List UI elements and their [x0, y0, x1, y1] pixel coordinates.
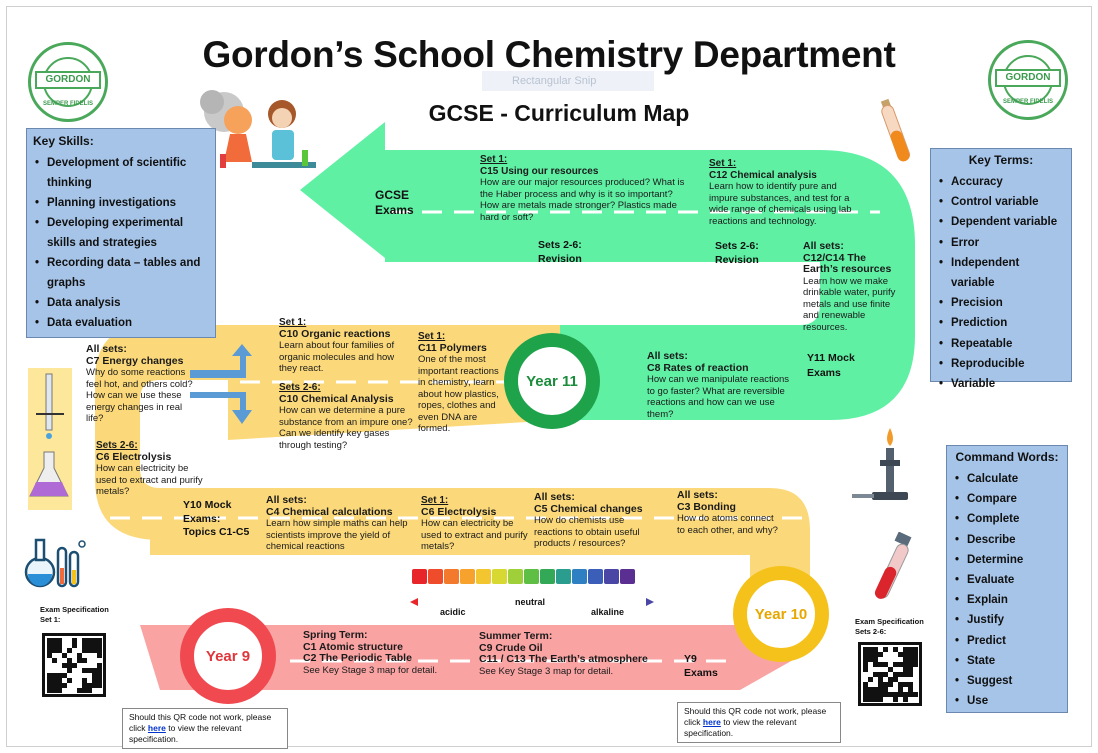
command-word-item: • Compare — [953, 489, 1061, 509]
topic-c4-calculations: All sets: C4 Chemical calculations Learn how simple maths can help scientists improve the yield of chemical reactions — [266, 494, 408, 552]
key-term-item: • Reproducible — [937, 354, 1065, 374]
topic-c12-c14: All sets: C12/C14 The Earth’s resources Learn how we make drinkable water, purify metals and use finite and renewable resources. — [803, 240, 896, 333]
ph-alkaline-label: alkaline — [591, 607, 625, 617]
key-terms-panel — [930, 148, 1072, 391]
exam-spec-sets26-label: Exam Specification Sets 2-6: — [855, 617, 924, 636]
ph-swatch-11 — [588, 569, 603, 584]
topic-c7-energy: All sets: C7 Energy changes Why do some reactions feel hot, and others cold? How can we use these energy changes in real life? — [86, 343, 193, 424]
ph-color-scale — [412, 569, 662, 585]
key-term-item: • Repeatable — [937, 334, 1065, 354]
ph-swatch-6 — [508, 569, 523, 584]
qr-module — [883, 647, 888, 652]
qr-module — [67, 648, 72, 653]
topic-c10-organic: Set 1: C10 Organic reactions Learn about four families of organic molecules and how they react. — [279, 317, 395, 374]
revision-label-2: Sets 2-6: Revision — [715, 240, 759, 266]
ph-swatch-9 — [556, 569, 571, 584]
ph-swatch-12 — [604, 569, 619, 584]
topic-c15: Set 1: C15 Using our resources How are our major resources produced? What is the Haber process and why is it so important? How are metals made stronger? Plastics made hard or soft? — [480, 154, 685, 223]
qr-module — [52, 658, 57, 663]
qr-fallback-note-left: Should this QR code not work, please click here to view the relevant specification. — [122, 708, 288, 749]
topic-c6-electrolysis-sets26: Sets 2-6: C6 Electrolysis How can electricity be used to extract and purify metals? — [96, 440, 203, 497]
qr-module — [888, 682, 893, 687]
qr-module — [57, 688, 62, 693]
command-words-panel — [946, 445, 1068, 713]
key-skills-list — [33, 153, 209, 333]
exam-spec-set1-label: Exam Specification Set 1: — [40, 605, 109, 624]
page-title: Gordon’s School Chemistry Department — [202, 34, 896, 75]
y11-mock-exams-label: Y11 Mock Exams — [807, 352, 855, 379]
key-skills-title: Key Skills: — [33, 134, 94, 148]
key-term-item: • Independent variable — [937, 253, 1065, 293]
qr-fallback-note-right: Should this QR code not work, please click here to view the relevant specification. — [677, 702, 841, 743]
ph-swatch-8 — [540, 569, 555, 584]
key-term-item: • Prediction — [937, 313, 1065, 333]
down-arrow-icon — [190, 392, 252, 424]
qr-module — [67, 678, 72, 683]
ph-swatch-0 — [412, 569, 427, 584]
key-skill-item: • Development of scientific thinking — [33, 153, 209, 193]
school-logo-right: GORDON SEMPER FIDELIS — [988, 40, 1068, 120]
qr-module — [913, 692, 918, 697]
key-skills-panel — [26, 128, 216, 338]
page-subtitle: GCSE - Curriculum Map — [428, 100, 690, 126]
key-skill-item: • Data evaluation — [33, 313, 209, 333]
key-terms-title: Key Terms: — [968, 153, 1034, 167]
test-tube-orange-icon — [880, 94, 914, 168]
key-terms-list — [937, 172, 1065, 394]
command-word-item: • Calculate — [953, 469, 1061, 489]
key-term-item: • Control variable — [937, 192, 1065, 212]
ph-swatch-3 — [460, 569, 475, 584]
year10-ring: Year 10 — [733, 566, 829, 662]
qr-module — [97, 653, 102, 658]
qr-module — [863, 667, 868, 672]
key-skill-item: • Developing experimental skills and strategies — [33, 213, 209, 253]
y10-mock-exams-label: Y10 Mock Exams: Topics C1-C5 — [183, 499, 250, 538]
spring-term-block: Spring Term: C1 Atomic structure C2 The Periodic Table See Key Stage 3 map for detail. — [303, 629, 438, 676]
topic-c12-analysis: Set 1: C12 Chemical analysis Learn how to identify pure and impure substances, and test for a wide range of chemicals using lab reactions and technology. — [709, 158, 852, 227]
test-tube-red-icon — [868, 532, 918, 604]
ph-swatch-2 — [444, 569, 459, 584]
gcse-exams-label: GCSE Exams — [375, 188, 414, 217]
topic-c3-bonding: All sets: C3 Bonding How do atoms connect to each other, and why? — [677, 489, 778, 536]
ph-swatch-10 — [572, 569, 587, 584]
qr-module — [62, 683, 67, 688]
ph-swatch-7 — [524, 569, 539, 584]
bunsen-burner-icon — [850, 420, 916, 508]
key-skill-item: • Recording data – tables and graphs — [33, 253, 209, 293]
qr-module — [72, 663, 77, 668]
y9-exams-label: Y9 Exams — [684, 653, 718, 679]
revision-label-1: Sets 2-6: Revision — [538, 239, 582, 265]
school-logo-left: GORDON SEMPER FIDELIS — [28, 42, 108, 122]
command-word-item: • Complete — [953, 509, 1061, 529]
command-word-item: • Determine — [953, 550, 1061, 570]
command-word-item: • Explain — [953, 590, 1061, 610]
command-word-item: • Suggest — [953, 671, 1061, 691]
qr-code-set1[interactable] — [42, 633, 106, 697]
key-skill-item: • Data analysis — [33, 293, 209, 313]
ph-swatch-4 — [476, 569, 491, 584]
ph-acidic-label: acidic — [440, 607, 466, 617]
topic-c10-analysis: Sets 2-6: C10 Chemical Analysis How can we determine a pure substance from an impure one? Can we identify key gases through testing? — [279, 382, 413, 451]
snip-overlay-label: Rectangular Snip — [482, 71, 654, 91]
qr-module — [868, 677, 873, 682]
qr-module — [913, 662, 918, 667]
burette-flask-icon — [26, 368, 74, 510]
spec-link-left[interactable]: here — [147, 723, 166, 733]
qr-module — [878, 697, 883, 702]
command-word-item: • Justify — [953, 610, 1061, 630]
command-word-item: • Predict — [953, 631, 1061, 651]
qr-module — [893, 697, 898, 702]
ph-swatch-5 — [492, 569, 507, 584]
topic-c5-changes: All sets: C5 Chemical changes How do chemists use reactions to obtain useful products / resources? — [534, 491, 643, 549]
qr-module — [82, 658, 87, 663]
key-term-item: • Error — [937, 233, 1065, 253]
ph-neutral-label: neutral — [515, 597, 546, 607]
command-word-item: • Use — [953, 691, 1061, 711]
key-term-item: • Variable — [937, 374, 1065, 394]
lab-glassware-icon — [22, 534, 88, 590]
topic-c6-electrolysis-set1: Set 1: C6 Electrolysis How can electricity be used to extract and purify metals? — [421, 495, 528, 552]
ph-swatch-1 — [428, 569, 443, 584]
qr-module — [72, 643, 77, 648]
command-word-item: • State — [953, 651, 1061, 671]
qr-module — [97, 683, 102, 688]
qr-module — [87, 688, 92, 693]
command-word-item: • Evaluate — [953, 570, 1061, 590]
spec-link-right[interactable]: here — [702, 717, 721, 727]
key-skill-item: • Planning investigations — [33, 193, 209, 213]
qr-code-sets26[interactable] — [858, 642, 922, 706]
summer-term-block: Summer Term: C9 Crude Oil C11 / C13 The Earth’s atmosphere See Key Stage 3 map for detail. — [479, 630, 648, 677]
key-term-item: • Precision — [937, 293, 1065, 313]
year9-ring: Year 9 — [180, 608, 276, 704]
command-word-item: • Describe — [953, 530, 1061, 550]
qr-module — [878, 652, 883, 657]
topic-c11-polymers: Set 1: C11 Polymers One of the most important reactions in chemistry, learn about how plastics, ropes, clothes and even DNA are formed. — [418, 331, 499, 434]
topic-c8-rates: All sets: C8 Rates of reaction How can we manipulate reactions to go faster? What are reversible reactions and how can we use them? — [647, 350, 790, 420]
key-term-item: • Accuracy — [937, 172, 1065, 192]
qr-module — [908, 672, 913, 677]
qr-module — [903, 697, 908, 702]
command-words-list — [953, 469, 1061, 711]
key-term-item: • Dependent variable — [937, 212, 1065, 232]
qr-module — [67, 668, 72, 673]
year11-ring: Year 11 — [504, 333, 600, 429]
command-words-title: Command Words: — [955, 450, 1059, 464]
ph-swatch-13 — [620, 569, 635, 584]
